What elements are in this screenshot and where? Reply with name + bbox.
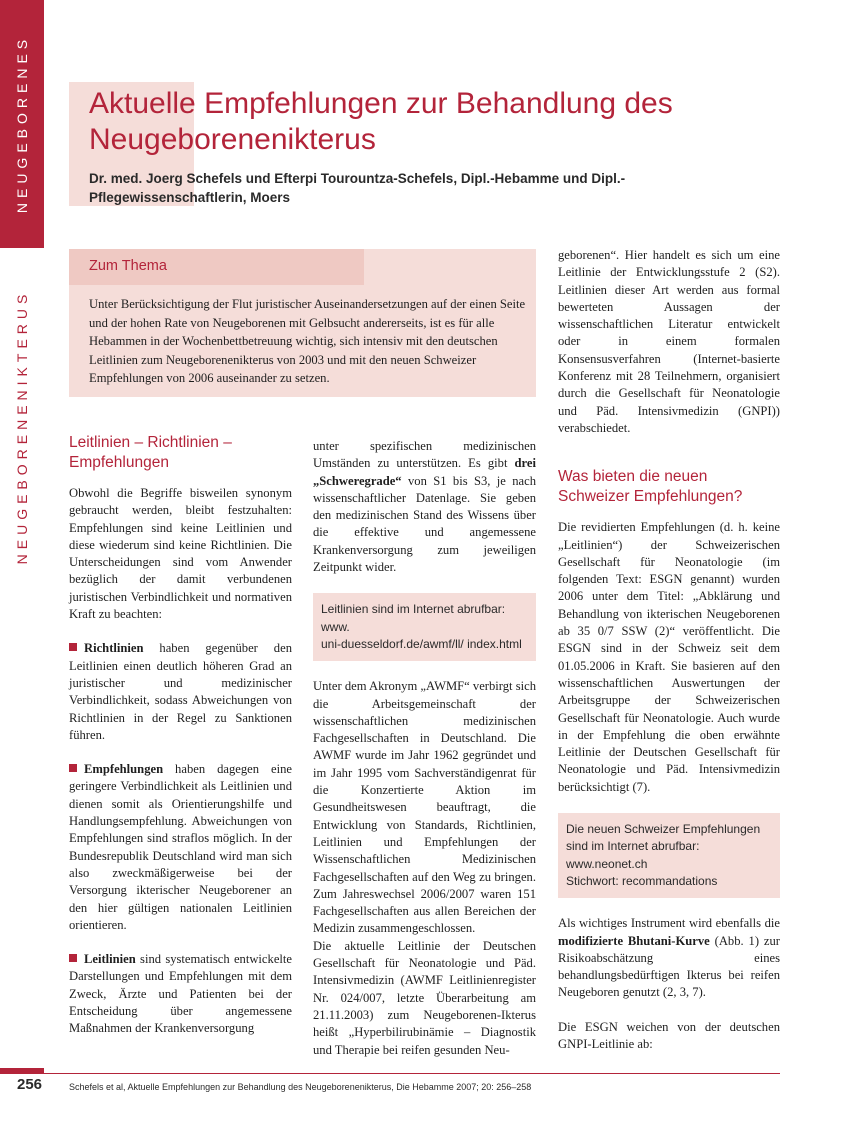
text-run: von S1 bis S3, je nach wissenschaftlicher Datenlage. Sie geben den medizinischen Stand des Wissens über die effektive und angemessene Krankenversorgung zum jeweiligen Zeitpunkt wider.	[313, 473, 536, 575]
bullet-square-icon	[69, 764, 77, 772]
bullet-text: haben dagegen eine geringere Verbindlichkeit als Leitlinien und dienen somit als Orientierungshilfe und Handlungsempfehlung. Abweichungen von Empfehlungen sind straflos möglich. In der Bundesrepublik Deutschland wird man sich also zweckmäßigerweise bei der Versorgung ikterischer Neugeborener an den hier gültigen nationalen Leitlinien orientieren.	[69, 762, 292, 932]
text-run: (Abb. 1) zur Risikoabschätzung eines behandlungsbedürftigen Ikterus bei reifen Neugeboren genutzt (2, 3, 7).	[558, 933, 780, 1000]
zum-thema-header	[69, 249, 364, 285]
bullet-term: Richtlinien	[84, 641, 144, 656]
topic-label: NEUGEBORENENIKTERUS	[14, 289, 30, 565]
bullet-text: sind systematisch entwickelte Darstellungen und Empfehlungen mit dem Zweck, Ärzte und Patienten bei der Entscheidung über angemessene Maßnahmen der Krankenversorgung	[69, 952, 292, 1036]
section-heading-schweizer: Was bieten die neuen Schweizer Empfehlungen?	[558, 468, 743, 506]
info-box-line: Stichwort: recommandations	[566, 873, 718, 888]
column-middle	[313, 438, 536, 1059]
bullet-text: haben gegenüber den Leitlinien einen deutlich höheren Grad an juristischer und medizinischer Verbindlichkeit, sodass Abweichungen von Richtlinien in der Regel zu Sanktionen führen.	[69, 641, 292, 742]
zum-thema-box	[69, 249, 536, 397]
bullet-leitlinien	[69, 951, 292, 1037]
bullet-square-icon	[69, 954, 77, 962]
info-box-line: uni-duesseldorf.de/awmf/ll/ index.html	[321, 636, 522, 651]
info-box-line: www.neonet.ch	[566, 856, 648, 871]
paragraph-awmf: Unter dem Akronym „AWMF“ verbirgt sich die Arbeitsgemeinschaft der wissenschaftlichen medizinischen Fachgesellschaften in Deutschland. Die AWMF wurde im Jahr 1962 gegründet und im Jahr 1995 vom Sachverständigenrat für die Konzertierte Aktion im Gesundheitswesen beauftragt, die Entwicklung von Standards, Richtlinien, Leitlinien und Empfehlungen der Wissenschaftlichen Medizinischen Fachgesellschaften auf den Weg zu bringen. Zum Jahreswechsel 2006/2007 waren 151 Fachgesellschaften aus allen Bereichen der Medizin zusammengeschlossen.	[313, 679, 536, 936]
section-label: NEUGEBORENES	[14, 34, 30, 214]
paragraph-entwicklungsstufe: geborenen“. Hier handelt es sich um eine Leitlinie der Entwicklungsstufe 2 (S2). Leitlinien dieser Art werden aus formal bewerteten Aussagen der wissenschaftlichen Literatur entwickelt oder in einem formalen Konsensusverfahren (Internet-basierte Konferenz mit 28 Teilnehmern, organisiert durch die Gesellschaft für Neonatologie und Päd. Intensivmedizin (GNPI)) verabschiedet.	[558, 248, 780, 435]
bullet-term: Leitlinien	[84, 952, 136, 967]
topic-tab	[0, 262, 44, 592]
section-tab	[0, 0, 44, 248]
paragraph-schweregrade	[313, 438, 536, 576]
paragraph-abweichung: Die ESGN weichen von der deutschen GNPI-Leitlinie ab:	[558, 1019, 780, 1051]
paragraph-intro: Obwohl die Begriffe bisweilen synonym gebraucht werden, bleibt festzuhalten: Empfehlungen sind keine Leitlinien und diese wiederum sind keine Richtlinien. Die Unterscheidungen sind vom Anwender bezüglich der damit verbundenen juristischen Verbindlichkeit und normativen Kraft zu beachten:	[69, 486, 292, 622]
paragraph-bhutani	[558, 915, 780, 1001]
article-title: Aktuelle Empfehlungen zur Behandlung des Neugeborenenikterus	[89, 87, 673, 156]
page-number: 256	[17, 1076, 43, 1093]
text-run: Als wichtiges Instrument wird ebenfalls die	[558, 916, 780, 931]
zum-thema-text: Unter Berücksichtigung der Flut juristischer Auseinandersetzungen auf der einen Seite und der hohen Rate von Neugeborenen mit Gelbsucht andererseits, ist es für alle Hebammen in der Wochenbettbetreuung wichtig, sich intensiv mit den deutschen Leitlinien zum Neugeborenenikterus von 2003 und mit den neuen Schweizer Empfehlungen von 2006 auseinander zu setzen.	[89, 297, 526, 386]
text-bold: drei „Schweregrade“	[313, 456, 536, 488]
text-run: unter spezifischen medizinischen Umständen zu unterstützen. Es gibt	[313, 439, 536, 471]
info-box-line: Die neuen Schweizer Empfehlungen sind im Internet abrufbar:	[566, 822, 761, 854]
article-authors: Dr. med. Joerg Schefels und Efterpi Tourountza-Schefels, Dipl.-Hebamme und Dipl.-Pflegewissenschaftlerin, Moers	[89, 171, 626, 205]
bullet-richtlinien	[69, 640, 292, 744]
zum-thema-heading: Zum Thema	[89, 258, 167, 274]
paragraph-aktuelle-leitlinie: Die aktuelle Leitlinie der Deutschen Gesellschaft für Neonatologie und Päd. Intensivmedizin (AWMF Leitlinienregister Nr. 024/007, letzte Überarbeitung am 21.11.2003) zum Neugeborenen-Ikterus heißt „Hyperbilirubinämie – Diagnostik und Therapie bei reifen gesunden Neu-	[313, 938, 536, 1057]
info-box-neonet	[558, 813, 780, 898]
info-box-line: Leitlinien sind im Internet abrufbar: www.	[321, 602, 506, 634]
footer-accent-bar	[0, 1068, 44, 1074]
text-bold: modifizierte Bhutani-Kurve	[558, 933, 710, 948]
info-box-awmf	[313, 593, 536, 661]
column-left	[69, 433, 292, 1038]
bullet-empfehlungen	[69, 761, 292, 934]
section-heading-leitlinien: Leitlinien – Richtlinien – Empfehlungen	[69, 434, 232, 471]
bullet-term: Empfehlungen	[84, 762, 164, 777]
footer-citation: Schefels et al, Aktuelle Empfehlungen zur Behandlung des Neugeborenenikterus, Die Hebamme 2007; 20: 256–258	[69, 1082, 532, 1092]
footer-rule	[44, 1073, 780, 1074]
bullet-square-icon	[69, 643, 77, 651]
column-right	[558, 247, 780, 1053]
paragraph-esgn: Die revidierten Empfehlungen (d. h. keine „Leitlinien“) der Schweizerischen Gesellschaft für Neonatologie (im folgenden Text: ESGN genannt) wurden 2006 unter dem Titel: „Abklärung und Behandlung von ikterischen Neugeborenen ab 35 0/7 SSW (2)“ veröffentlicht. Die ESGN sind in der Schweiz seit dem 01.05.2006 in Kraft. Sie basieren auf den wissenschaftlichen Auswertungen der Arbeitsgruppe der Schweizerischen Gesellschaft für Neonatologie. Auch wurde in der Empfehlung die oben erwähnte Leitlinie der Deutschen Gesellschaft für Neonatologie und Päd. Intensivmedizin berücksichtigt (7).	[558, 520, 780, 794]
